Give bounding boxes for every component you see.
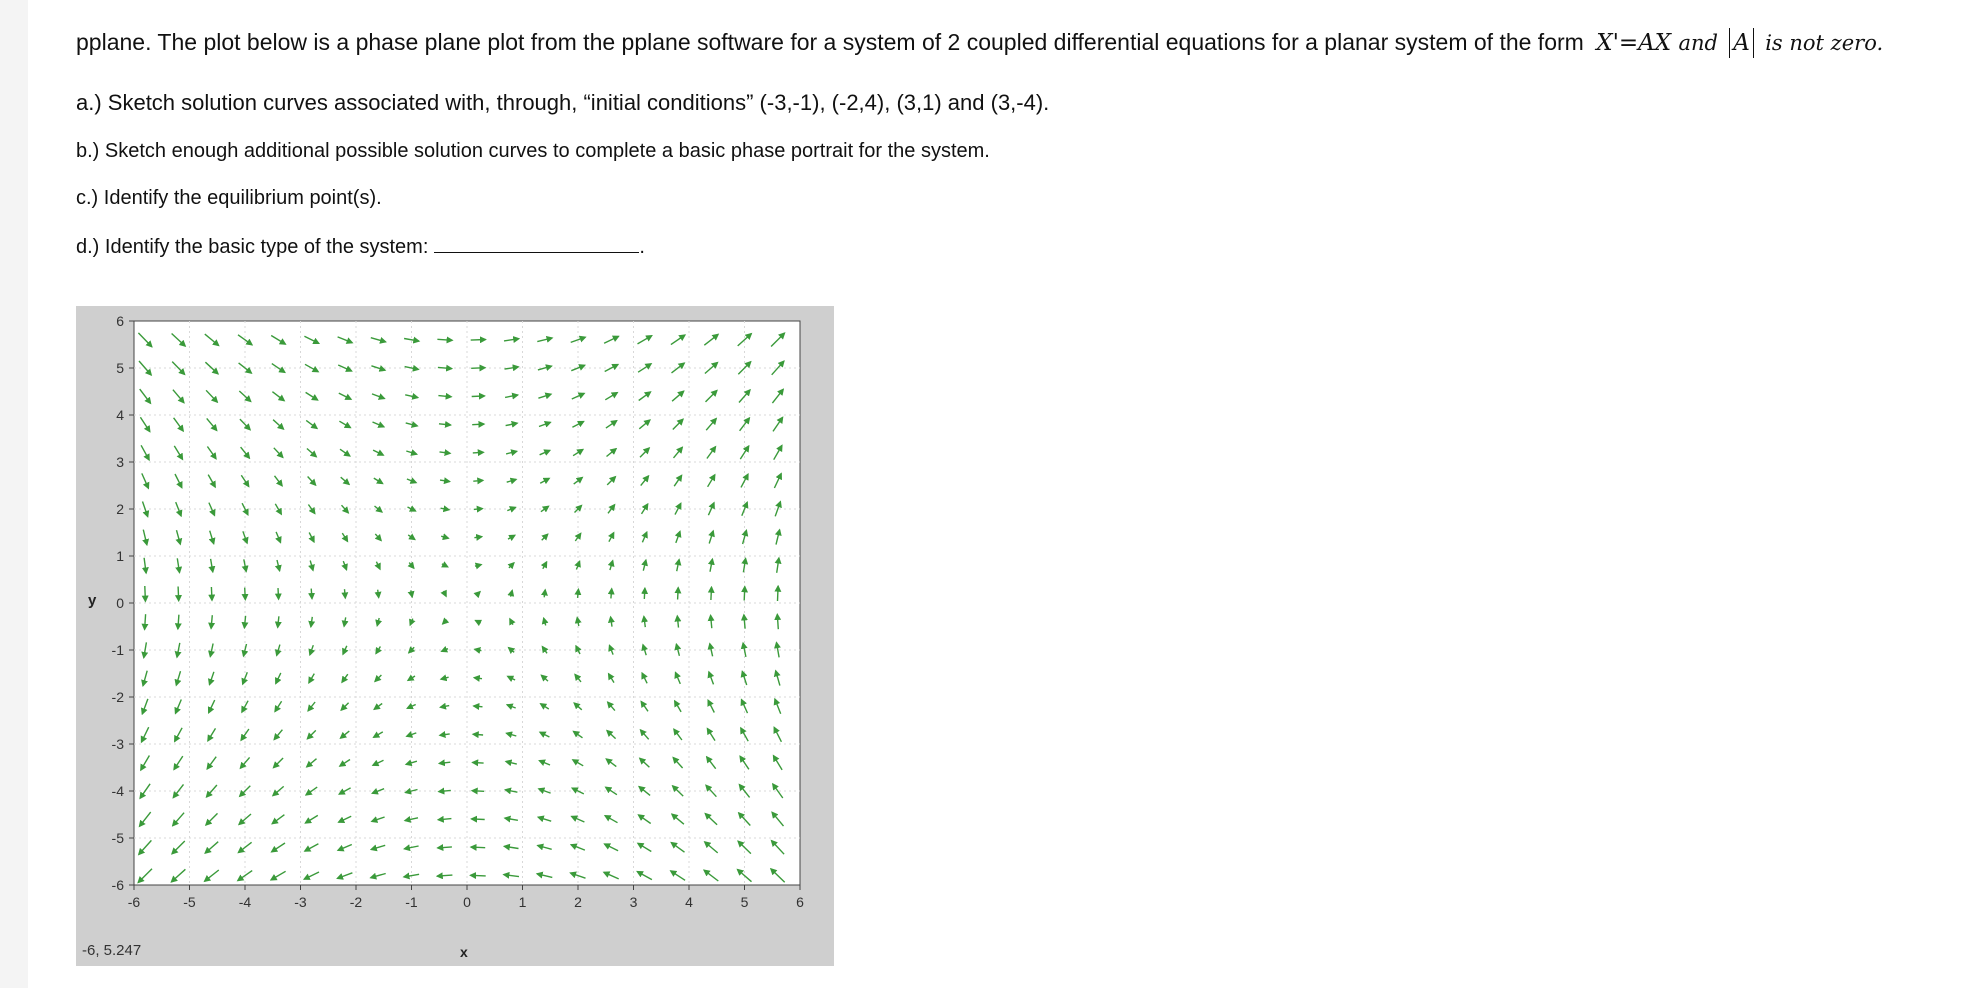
- y-tick-label: 5: [116, 360, 124, 376]
- y-tick-label: 0: [116, 595, 124, 611]
- field-arrow: [778, 586, 779, 601]
- x-tick-label: -3: [294, 894, 307, 910]
- y-tick-label: 4: [116, 407, 124, 423]
- field-arrow: [145, 586, 146, 601]
- field-arrow: [471, 368, 485, 369]
- field-arrow: [178, 587, 179, 601]
- y-tick-label: -3: [111, 736, 124, 752]
- x-tick-label: 3: [629, 894, 638, 910]
- x-tick-label: 1: [518, 894, 527, 910]
- field-arrow: [472, 424, 484, 425]
- field-arrow: [473, 734, 483, 735]
- intro-text: pplane. The plot below is a phase plane plot from the pplane software for a system of 2 coupled differential equations for a planar system of the form: [76, 29, 1584, 55]
- field-arrow: [744, 587, 745, 601]
- question-a: a.) Sketch solution curves associated with, through, “initial conditions” (-3,-1), (-2,4), (3,1) and (3,-4).: [76, 90, 1050, 115]
- question-d-period: .: [639, 236, 645, 258]
- field-arrow: [471, 875, 486, 876]
- answer-blank: [434, 234, 639, 253]
- field-arrow: [211, 587, 212, 600]
- field-arrow: [471, 340, 486, 341]
- x-tick-label: -5: [183, 894, 196, 910]
- field-arrow: [474, 706, 483, 707]
- x-axis-label: x: [460, 944, 468, 960]
- field-arrow: [245, 588, 246, 600]
- y-tick-label: -5: [111, 830, 124, 846]
- determinant-matrix: A: [1729, 28, 1754, 58]
- equation-tail: is not zero.: [1765, 31, 1884, 55]
- field-arrow: [437, 339, 452, 340]
- field-arrow: [472, 819, 485, 820]
- x-tick-label: -1: [405, 894, 418, 910]
- direction-field-plot: [76, 306, 834, 966]
- field-arrow: [438, 847, 452, 848]
- y-tick-label: 6: [116, 313, 124, 329]
- y-tick-label: -2: [111, 689, 124, 705]
- field-arrow: [474, 509, 483, 510]
- field-arrow: [777, 614, 778, 629]
- field-arrow: [437, 875, 452, 876]
- y-tick-label: -6: [111, 877, 124, 893]
- y-tick-label: 1: [116, 548, 124, 564]
- field-arrow: [472, 396, 485, 397]
- field-arrow: [711, 587, 712, 600]
- question-c: c.) Identify the equilibrium point(s).: [76, 187, 382, 209]
- field-arrow: [345, 589, 346, 598]
- field-arrow: [472, 791, 484, 792]
- x-tick-label: -4: [238, 894, 252, 910]
- field-arrow: [678, 588, 679, 600]
- field-arrow: [644, 588, 645, 599]
- question-d: [76, 234, 645, 259]
- system-equation: [1596, 30, 1883, 56]
- field-arrow: [544, 590, 545, 597]
- cursor-coordinate-readout: -6, 5.247: [82, 942, 142, 959]
- field-arrow: [178, 615, 179, 629]
- x-tick-label: -6: [127, 894, 141, 910]
- x-tick-label: 6: [796, 894, 804, 910]
- field-arrow: [578, 589, 579, 598]
- question-d-text: d.) Identify the basic type of the system:: [76, 236, 429, 258]
- page-left-margin: [0, 0, 28, 988]
- y-axis-label: y: [88, 592, 97, 609]
- field-arrow: [473, 763, 484, 764]
- x-tick-label: 5: [740, 894, 749, 910]
- field-arrow: [145, 614, 146, 629]
- field-arrow: [473, 480, 483, 481]
- y-tick-label: -4: [111, 783, 124, 799]
- question-b: b.) Sketch enough additional possible solution curves to complete a basic phase portrait for the system.: [76, 140, 990, 162]
- y-tick-label: 3: [116, 454, 124, 470]
- field-arrow: [471, 847, 485, 848]
- field-arrow: [474, 537, 481, 538]
- field-arrow: [473, 452, 484, 453]
- y-tick-label: 2: [116, 501, 124, 517]
- field-arrow: [474, 678, 482, 679]
- phase-plane-figure: [76, 306, 834, 966]
- field-arrow: [378, 590, 379, 598]
- x-tick-label: 2: [574, 894, 582, 910]
- y-tick-label: -1: [111, 642, 124, 658]
- field-arrow: [278, 588, 279, 599]
- equation-and: and: [1678, 31, 1718, 55]
- field-arrow: [611, 589, 612, 599]
- equation-lhs: X'=AX: [1596, 30, 1672, 56]
- intro-line: [76, 28, 1883, 58]
- x-tick-label: 0: [463, 894, 471, 910]
- x-tick-label: 4: [685, 894, 693, 910]
- x-tick-label: -2: [349, 894, 363, 910]
- field-arrow: [311, 589, 312, 599]
